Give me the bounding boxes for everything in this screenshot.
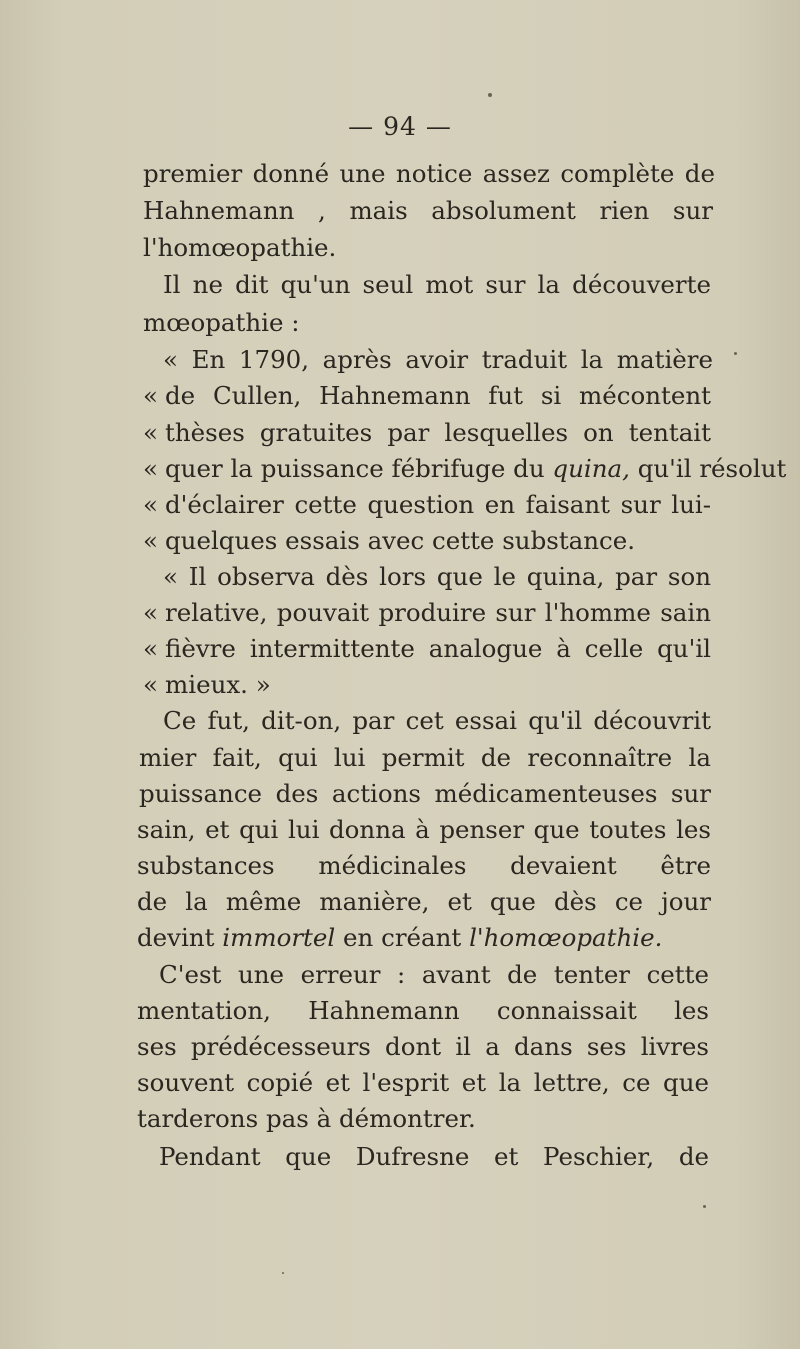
italic-word: l'homœopathie.: [469, 923, 663, 952]
text-line: de la même manière, et que dès ce jour: [137, 887, 711, 916]
text-segment: quer la puissance fébrifuge du: [165, 454, 545, 483]
quote-mark: «: [143, 526, 158, 555]
text-line: fièvre intermittente analogue à celle qu'il: [165, 634, 711, 663]
text-line: [165, 453, 786, 485]
quote-mark: «: [143, 418, 158, 447]
quote-mark: «: [143, 634, 158, 663]
quote-mark: «: [143, 490, 158, 519]
text-line: ses prédécesseurs dont il a dans ses livres: [137, 1032, 709, 1061]
text-line: [137, 922, 662, 954]
text-line: premier donné une notice assez complète de: [143, 159, 715, 188]
text-line: substances médicinales devaient être: [137, 851, 711, 880]
text-line: tarderons pas à démontrer.: [137, 1104, 476, 1133]
text-line: C'est une erreur : avant de tenter cette: [159, 960, 709, 989]
quote-mark: «: [143, 454, 158, 483]
quote-mark: «: [143, 670, 158, 699]
text-line: thèses gratuites par lesquelles on tentait: [165, 418, 711, 447]
text-segment: devint: [137, 923, 215, 952]
text-line: de Cullen, Hahnemann fut si mécontent: [165, 381, 711, 410]
text-line: sain, et qui lui donna à penser que toutes les: [137, 815, 711, 844]
text-line: Pendant que Dufresne et Peschier, de: [159, 1142, 709, 1171]
italic-word: quina,: [552, 454, 630, 483]
paper-speck: [488, 93, 492, 97]
text-line: mier fait, qui lui permit de reconnaître la: [139, 743, 711, 772]
text-line: Hahnemann , mais absolument rien sur: [143, 196, 713, 225]
page-number: — 94 —: [348, 112, 452, 141]
text-line: l'homœopathie.: [143, 233, 337, 262]
italic-word: immortel: [222, 923, 336, 952]
text-line: relative, pouvait produire sur l'homme sain: [165, 598, 711, 627]
text-line: mentation, Hahnemann connaissait les: [137, 996, 709, 1025]
text-line: « En 1790, après avoir traduit la matière: [163, 345, 713, 374]
text-line: « Il observa dès lors que le quina, par son: [163, 562, 711, 591]
text-line: mieux. »: [165, 670, 271, 699]
quote-mark: «: [143, 598, 158, 627]
quote-mark: «: [143, 381, 158, 410]
text-line: quelques essais avec cette substance.: [165, 526, 636, 555]
text-line: puissance des actions médicamenteuses sur: [139, 779, 711, 808]
text-line: mœopathie :: [143, 308, 300, 337]
paper-speck: [282, 1272, 284, 1274]
text-line: Il ne dit qu'un seul mot sur la découverte: [163, 270, 711, 299]
text-line: Ce fut, dit-on, par cet essai qu'il découvrit: [163, 706, 711, 735]
paper-speck: [703, 1205, 706, 1208]
text-line: souvent copié et l'esprit et la lettre, ce que: [137, 1068, 709, 1097]
paper-speck: [734, 352, 737, 355]
text-line: d'éclairer cette question en faisant sur lui-: [165, 490, 711, 519]
text-segment: en créant: [343, 923, 462, 952]
text-segment: qu'il résolut: [637, 454, 787, 483]
